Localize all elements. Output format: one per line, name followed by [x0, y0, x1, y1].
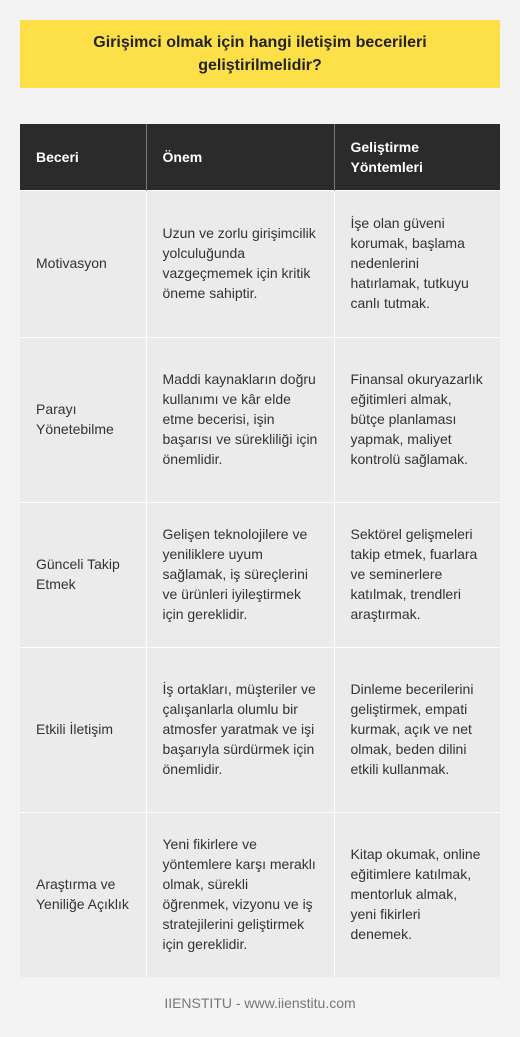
cell-importance: İş ortakları, müşteriler ve çalışanlarla olumlu bir atmosfer yaratmak ve işi başarıyla sürdürmek için önemlidir.: [146, 648, 334, 813]
cell-methods: Kitap okumak, online eğitimlere katılmak, mentorluk almak, yeni fikirleri denemek.: [334, 813, 500, 978]
cell-skill: Etkili İletişim: [20, 648, 146, 813]
skills-table: [20, 124, 500, 977]
cell-importance: Maddi kaynakların doğru kullanımı ve kâr elde etme becerisi, işin başarısı ve sürekliliği için önemlidir.: [146, 338, 334, 503]
page-title: Girişimci olmak için hangi iletişim becerileri geliştirilmelidir?: [93, 33, 427, 74]
cell-importance: Yeni fikirlere ve yöntemlere karşı meraklı olmak, sürekli öğrenmek, vizyonu ve iş stratejilerini geliştirmek için gereklidir.: [146, 813, 334, 978]
table-row: [20, 191, 500, 338]
cell-skill: Araştırma ve Yeniliğe Açıklık: [20, 813, 146, 978]
table-row: [20, 648, 500, 813]
column-header-importance: Önem: [146, 124, 334, 191]
cell-skill: Parayı Yönetebilme: [20, 338, 146, 503]
cell-methods: Dinleme becerilerini geliştirmek, empati kurmak, açık ve net olmak, beden dilini etkili kullanmak.: [334, 648, 500, 813]
column-header-skill: Beceri: [20, 124, 146, 191]
cell-methods: Finansal okuryazarlık eğitimleri almak, bütçe planlaması yapmak, maliyet kontrolü sağlamak.: [334, 338, 500, 503]
table-row: [20, 338, 500, 503]
footer-credit: IIENSTITU - www.iienstitu.com: [164, 995, 356, 1011]
cell-methods: Sektörel gelişmeleri takip etmek, fuarlara ve seminerlere katılmak, trendleri araştırmak.: [334, 503, 500, 648]
table-body: [20, 191, 500, 978]
table-row: [20, 503, 500, 648]
cell-importance: Uzun ve zorlu girişimcilik yolculuğunda vazgeçmemek için kritik öneme sahiptir.: [146, 191, 334, 338]
table-row: [20, 813, 500, 978]
column-header-methods: Geliştirme Yöntemleri: [334, 124, 500, 191]
cell-skill: Motivasyon: [20, 191, 146, 338]
cell-importance: Gelişen teknolojilere ve yeniliklere uyum sağlamak, iş süreçlerini ve ürünleri iyileştirmek için gereklidir.: [146, 503, 334, 648]
title-banner: [20, 20, 500, 88]
table-header: [20, 124, 500, 191]
cell-methods: İşe olan güveni korumak, başlama nedenlerini hatırlamak, tutkuyu canlı tutmak.: [334, 191, 500, 338]
cell-skill: Günceli Takip Etmek: [20, 503, 146, 648]
